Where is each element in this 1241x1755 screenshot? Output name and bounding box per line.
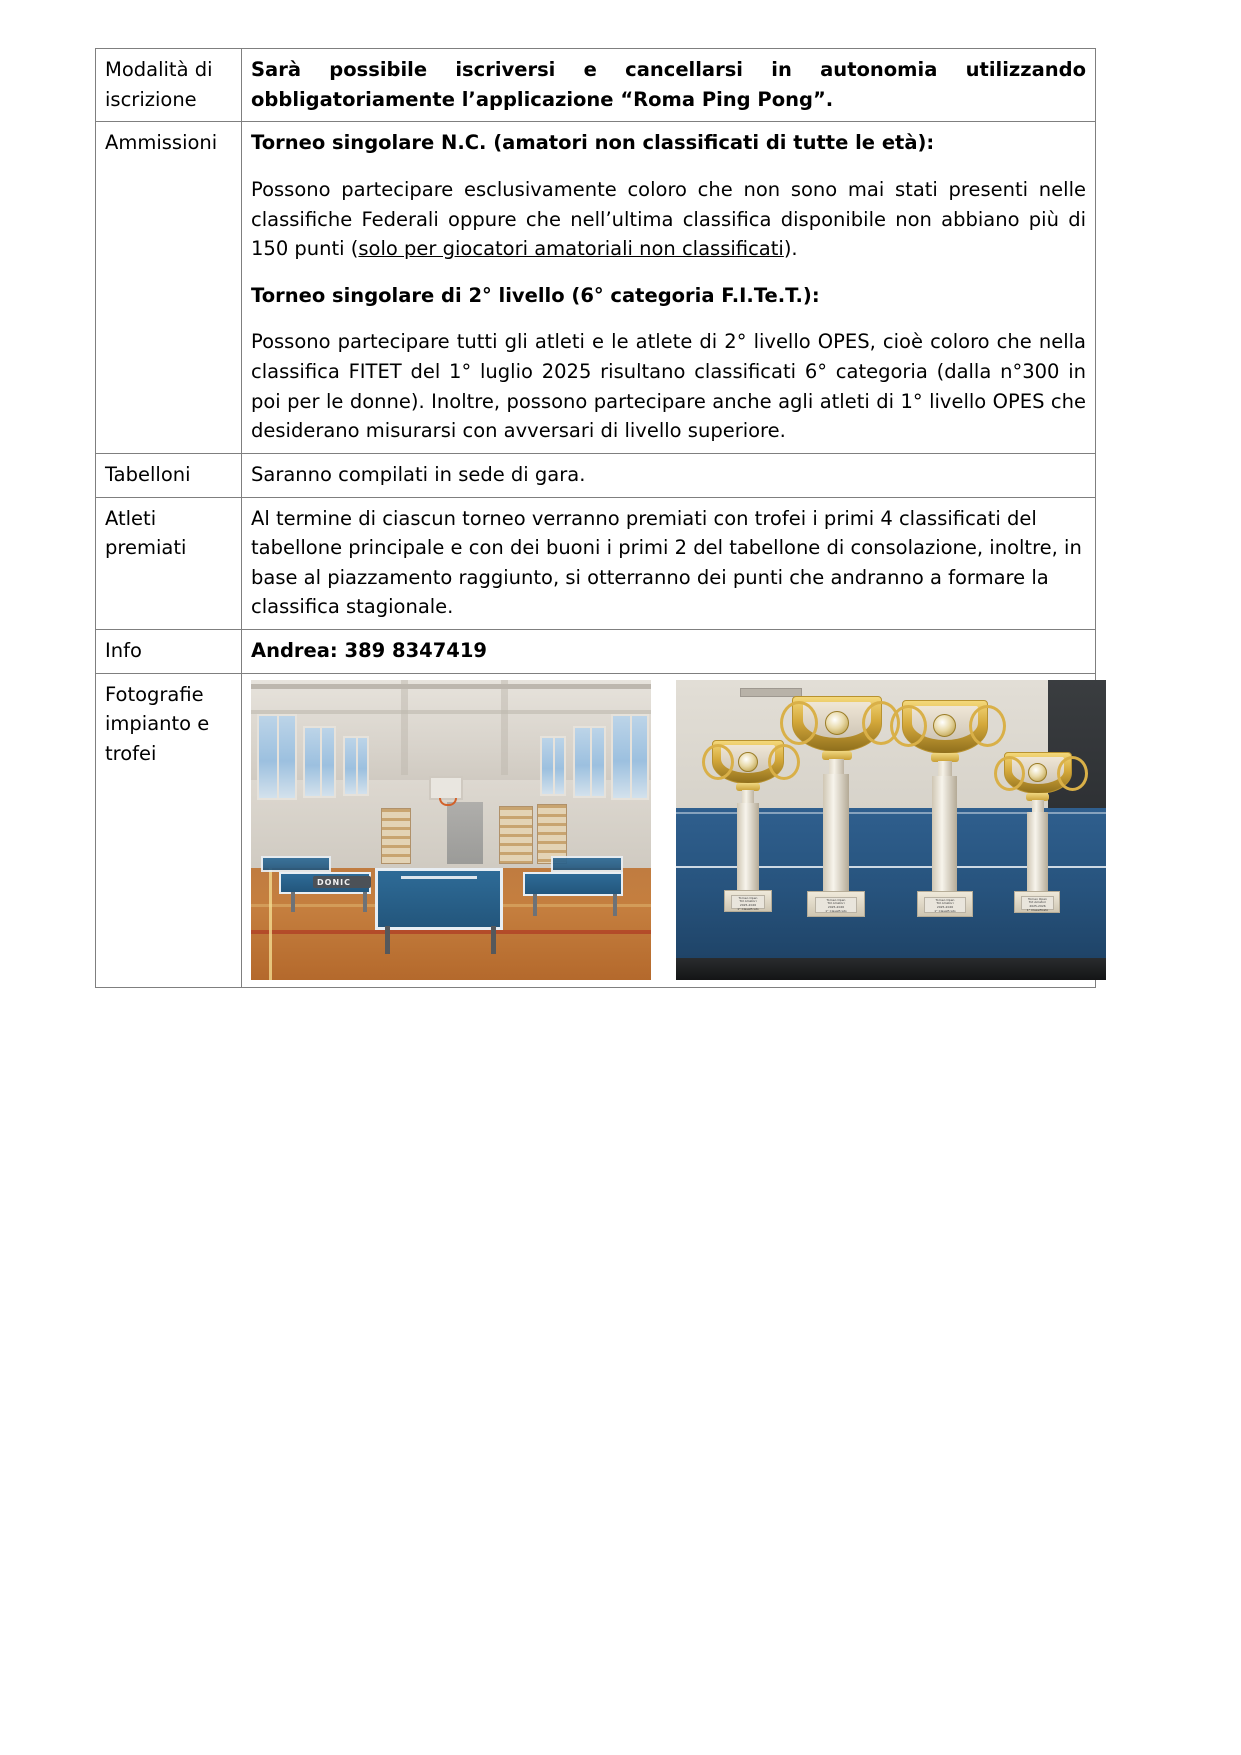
donic-logo: DONIC [317,877,351,887]
plate-line: Tot Amatori [1028,900,1047,905]
table-leg [533,894,537,916]
plate-line: Torneo Open [935,897,955,902]
gym-window [343,736,369,796]
trophy-stem [742,790,754,804]
table-row [96,453,1096,497]
ammissioni-nc-text-before: Possono partecipare esclusivamente coloro che non sono mai stati presenti nelle classifiche Federali oppure che nell’ultima classifica disponibile non abbiano più di 150 punti ( [251,177,1086,261]
trophy-floor [676,958,1106,980]
table-leg [291,892,295,912]
gym-window [573,726,606,798]
row-content-info [242,630,1096,674]
plate-line: Torneo Open [738,895,758,900]
trophy-plate [815,897,857,913]
gym-window [303,726,336,798]
trophy-column [932,776,957,892]
table-row [96,673,1096,987]
gym-window [257,714,297,800]
trophy-medal-icon [738,752,758,772]
trophy-handle [969,705,1006,747]
ammissioni-heading-secondo-livello: Torneo singolare di 2° livello (6° categoria F.I.Te.T.): [251,283,820,307]
plate-line: Torneo Open [826,897,846,902]
trophy-stem [938,761,952,777]
basketball-backboard [429,776,463,800]
gym-doorway [447,802,483,864]
table-leg [613,894,617,916]
photo-strip [251,680,1086,980]
table-leg [385,926,390,954]
row-label-info: Info [96,630,242,674]
row-label-fotografie: Fotografie impianto e trofei [96,673,242,987]
tournament-info-table [95,48,1096,988]
plate-line: Tot Amatori [827,901,845,906]
plate-line: Tot Amatori [739,899,757,904]
ping-pong-table-far [523,872,623,896]
ammissioni-nc-text-underlined: solo per giocatori amatoriali non classificati [358,237,784,261]
ping-pong-table-far [551,856,623,872]
gym-window [611,714,649,800]
trophy-handle [768,744,800,780]
gym-ceiling-beam [401,680,408,775]
trophy-column [823,774,849,892]
gym-wall-bars [381,808,411,864]
wall-vent [740,688,802,697]
gym-floor-line [251,930,651,934]
trophy-handle [702,744,734,780]
gym-ceiling-beam [251,684,651,689]
ammissioni-heading-nc: Torneo singolare N.C. (amatori non classificati di tutte le età): [251,131,935,155]
table-row [96,497,1096,630]
plate-line: 1° Classificato [737,906,759,911]
row-content-modalita-iscrizione [242,49,1096,122]
trophy-plate [731,895,765,909]
photo-gym-hall [251,680,651,980]
ammissioni-nc-text-after: ). [783,237,798,261]
plate-line: 2025-2026 [739,903,757,908]
row-label-modalita-iscrizione: Modalità di iscrizione [96,49,242,122]
plate-line: 1° Classificato [825,908,847,913]
atleti-premiati-text: Al termine di ciascun torneo verranno premiati con trofei i primi 4 classificati del tabellone principale e con dei buoni i primi 2 del tabellone di consolazione, inoltre, in base al piazzamento raggiunto, si otterranno dei punti che andranno a formare la classifica stagionale. [251,506,1082,619]
trophy-medal-icon [1028,763,1047,782]
plate-line: 2025-2026 [936,905,954,910]
plate-line: 2025-2026 [1029,904,1046,909]
gym-wall-bars [499,806,533,864]
table-leg [363,892,367,912]
trophy-medal-icon [933,714,956,737]
trophy-handle [780,701,818,745]
row-content-atleti-premiati [242,497,1096,630]
trophy-handle [890,705,927,747]
gym-ceiling-beam [251,710,651,714]
row-content-tabelloni [242,453,1096,497]
trophy-medal-icon [825,711,849,735]
trophy-column [737,803,759,891]
row-label-ammissioni: Ammissioni [96,122,242,454]
gym-window [540,736,566,796]
trophy-plate [924,897,966,913]
ping-pong-table-far [261,856,331,872]
table-leg [491,926,496,954]
plate-line: 2025-2026 [827,905,845,910]
row-content-ammissioni [242,122,1096,454]
gym-ceiling-beam [501,680,508,775]
ammissioni-paragraph-secondo-livello: Possono partecipare tutti gli atleti e le atlete di 2° livello OPES, cioè coloro che nella classifica FITET del 1° luglio 2025 risultano classificati 6° categoria (dalla n°300 in poi per le donne). Inoltre, possono partecipare anche agli atleti di 1° livello OPES che desiderano misurarsi con avversari di livello superiore. [251,330,1086,443]
table-row [96,49,1096,122]
ammissioni-paragraph-nc [251,175,1086,264]
trophy-handle [994,756,1025,791]
plate-line: 1° Classificato [934,908,956,913]
gym-wall-bars [537,804,567,864]
plate-line: Torneo Open [1028,896,1047,901]
plate-line: Tot Amatori [936,901,954,906]
trophy-handle [1057,756,1088,791]
photo-trophies [676,680,1106,980]
gym-floor-line [269,868,272,980]
ping-pong-table-net [401,876,477,879]
table-row [96,630,1096,674]
trophy-stem [829,759,844,775]
trophy-plate [1021,896,1054,910]
row-label-atleti-premiati: Atleti premiati [96,497,242,630]
plate-line: 1° Classificato [1026,907,1049,912]
row-label-tabelloni: Tabelloni [96,453,242,497]
table-row [96,122,1096,454]
tabelloni-text: Saranno compilati in sede di gara. [251,462,586,486]
row-content-fotografie [242,673,1096,987]
modalita-iscrizione-text: Sarà possibile iscriversi e cancellarsi in autonomia utilizzando obbligatoriamente l’applicazione “Roma Ping Pong”. [251,58,1086,111]
trophy-column [1027,812,1048,892]
info-contact-text: Andrea: 389 8347419 [251,639,487,662]
